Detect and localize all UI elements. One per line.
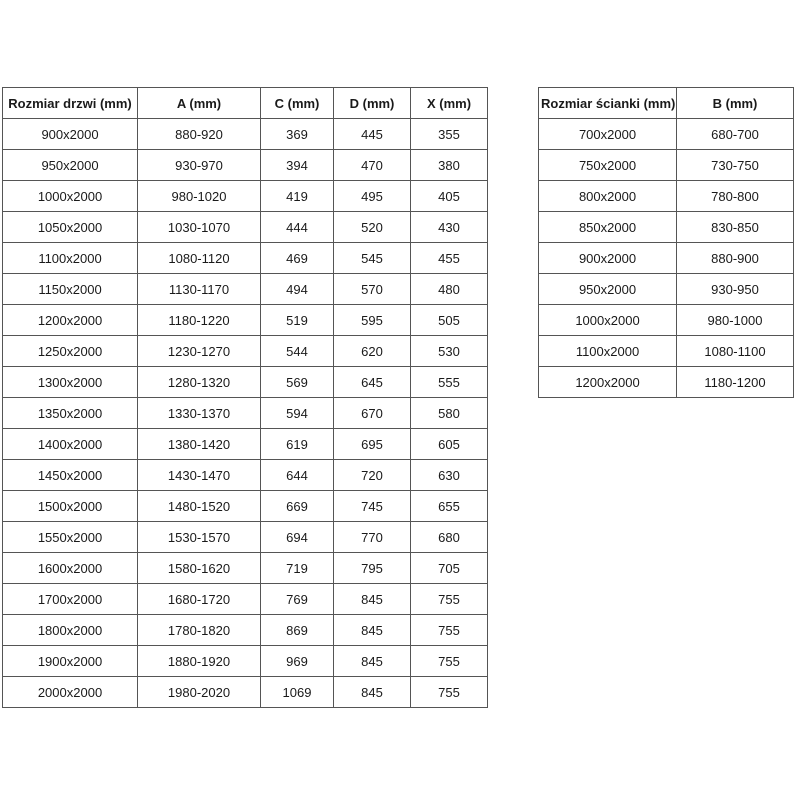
- table-row: [3, 646, 488, 677]
- table-cell: 800x2000: [539, 181, 677, 212]
- table-cell: 930-950: [677, 274, 794, 305]
- table-cell: 644: [261, 460, 334, 491]
- table-cell: 969: [261, 646, 334, 677]
- table-cell: 1200x2000: [3, 305, 138, 336]
- table-cell: 880-900: [677, 243, 794, 274]
- table-cell: 519: [261, 305, 334, 336]
- table-cell: 605: [411, 429, 488, 460]
- table-row: [539, 212, 794, 243]
- table-cell: 1069: [261, 677, 334, 708]
- table-cell: 1330-1370: [138, 398, 261, 429]
- table-row: [3, 553, 488, 584]
- table-cell: 1150x2000: [3, 274, 138, 305]
- table-row: [3, 336, 488, 367]
- column-header: A (mm): [138, 88, 261, 119]
- table-cell: 1680-1720: [138, 584, 261, 615]
- table-cell: 444: [261, 212, 334, 243]
- table-cell: 1080-1100: [677, 336, 794, 367]
- table-cell: 555: [411, 367, 488, 398]
- table-cell: 670: [334, 398, 411, 429]
- table-cell: 694: [261, 522, 334, 553]
- table-cell: 750x2000: [539, 150, 677, 181]
- table-cell: 620: [334, 336, 411, 367]
- table-cell: 845: [334, 584, 411, 615]
- table-cell: 369: [261, 119, 334, 150]
- table-row: [3, 274, 488, 305]
- table-cell: 1000x2000: [539, 305, 677, 336]
- table-cell: 1800x2000: [3, 615, 138, 646]
- table-cell: 1200x2000: [539, 367, 677, 398]
- table-cell: 900x2000: [3, 119, 138, 150]
- table-row: [3, 243, 488, 274]
- table-row: [539, 274, 794, 305]
- column-header: Rozmiar ścianki (mm): [539, 88, 677, 119]
- table-row: [3, 460, 488, 491]
- table-row: [3, 119, 488, 150]
- table-cell: 580: [411, 398, 488, 429]
- table-row: [539, 150, 794, 181]
- table-cell: 1580-1620: [138, 553, 261, 584]
- table-cell: 545: [334, 243, 411, 274]
- table-cell: 1500x2000: [3, 491, 138, 522]
- table-cell: 1400x2000: [3, 429, 138, 460]
- table-cell: 795: [334, 553, 411, 584]
- table-cell: 1180-1200: [677, 367, 794, 398]
- table-cell: 980-1000: [677, 305, 794, 336]
- table-row: [3, 305, 488, 336]
- table-row: [3, 367, 488, 398]
- table-cell: 630: [411, 460, 488, 491]
- table-cell: 769: [261, 584, 334, 615]
- table-row: [3, 522, 488, 553]
- table-cell: 1000x2000: [3, 181, 138, 212]
- table-cell: 1480-1520: [138, 491, 261, 522]
- table-row: [3, 429, 488, 460]
- table-cell: 845: [334, 646, 411, 677]
- table-cell: 755: [411, 615, 488, 646]
- table-cell: 494: [261, 274, 334, 305]
- table-cell: 1300x2000: [3, 367, 138, 398]
- table-cell: 594: [261, 398, 334, 429]
- table-cell: 645: [334, 367, 411, 398]
- table-cell: 1430-1470: [138, 460, 261, 491]
- table-cell: 480: [411, 274, 488, 305]
- table-row: [539, 181, 794, 212]
- table-cell: 1880-1920: [138, 646, 261, 677]
- table-cell: 355: [411, 119, 488, 150]
- table-row: [539, 243, 794, 274]
- table-cell: 1550x2000: [3, 522, 138, 553]
- table-cell: 1180-1220: [138, 305, 261, 336]
- table-cell: 419: [261, 181, 334, 212]
- table-cell: 695: [334, 429, 411, 460]
- table-row: [3, 615, 488, 646]
- table-cell: 1600x2000: [3, 553, 138, 584]
- table-cell: 1780-1820: [138, 615, 261, 646]
- table-cell: 1280-1320: [138, 367, 261, 398]
- table-cell: 930-970: [138, 150, 261, 181]
- table-cell: 619: [261, 429, 334, 460]
- table-cell: 755: [411, 646, 488, 677]
- door-size-table: [2, 87, 488, 708]
- table-cell: 705: [411, 553, 488, 584]
- table-cell: 405: [411, 181, 488, 212]
- table-cell: 520: [334, 212, 411, 243]
- table-cell: 755: [411, 677, 488, 708]
- table-cell: 1980-2020: [138, 677, 261, 708]
- table-cell: 669: [261, 491, 334, 522]
- table-cell: 880-920: [138, 119, 261, 150]
- table-cell: 530: [411, 336, 488, 367]
- column-header: Rozmiar drzwi (mm): [3, 88, 138, 119]
- table-cell: 1130-1170: [138, 274, 261, 305]
- table-cell: 1050x2000: [3, 212, 138, 243]
- table-cell: 830-850: [677, 212, 794, 243]
- table-cell: 380: [411, 150, 488, 181]
- table-cell: 655: [411, 491, 488, 522]
- table-cell: 730-750: [677, 150, 794, 181]
- table-cell: 1100x2000: [539, 336, 677, 367]
- table-row: [3, 150, 488, 181]
- table-cell: 1100x2000: [3, 243, 138, 274]
- table-row: [3, 491, 488, 522]
- table-cell: 1350x2000: [3, 398, 138, 429]
- table-row: [3, 677, 488, 708]
- column-header: C (mm): [261, 88, 334, 119]
- table-cell: 1530-1570: [138, 522, 261, 553]
- table-row: [539, 336, 794, 367]
- table-row: [3, 398, 488, 429]
- table-cell: 1080-1120: [138, 243, 261, 274]
- table-cell: 430: [411, 212, 488, 243]
- table-cell: 980-1020: [138, 181, 261, 212]
- table-row: [3, 181, 488, 212]
- wall-table-header-row: [539, 88, 794, 119]
- table-cell: 544: [261, 336, 334, 367]
- table-cell: 1450x2000: [3, 460, 138, 491]
- table-row: [539, 119, 794, 150]
- table-row: [539, 305, 794, 336]
- table-cell: 469: [261, 243, 334, 274]
- table-cell: 1900x2000: [3, 646, 138, 677]
- table-cell: 770: [334, 522, 411, 553]
- table-cell: 569: [261, 367, 334, 398]
- table-cell: 394: [261, 150, 334, 181]
- table-cell: 595: [334, 305, 411, 336]
- table-cell: 869: [261, 615, 334, 646]
- table-cell: 570: [334, 274, 411, 305]
- table-cell: 680: [411, 522, 488, 553]
- table-cell: 700x2000: [539, 119, 677, 150]
- column-header: D (mm): [334, 88, 411, 119]
- table-cell: 495: [334, 181, 411, 212]
- table-cell: 900x2000: [539, 243, 677, 274]
- table-cell: 445: [334, 119, 411, 150]
- table-cell: 470: [334, 150, 411, 181]
- table-cell: 755: [411, 584, 488, 615]
- column-header: X (mm): [411, 88, 488, 119]
- table-row: [3, 212, 488, 243]
- table-cell: 850x2000: [539, 212, 677, 243]
- table-cell: 950x2000: [3, 150, 138, 181]
- table-cell: 950x2000: [539, 274, 677, 305]
- door-table-header-row: [3, 88, 488, 119]
- table-cell: 780-800: [677, 181, 794, 212]
- table-cell: 2000x2000: [3, 677, 138, 708]
- table-cell: 1030-1070: [138, 212, 261, 243]
- table-cell: 745: [334, 491, 411, 522]
- table-cell: 719: [261, 553, 334, 584]
- table-cell: 720: [334, 460, 411, 491]
- table-row: [539, 367, 794, 398]
- table-cell: 680-700: [677, 119, 794, 150]
- table-cell: 505: [411, 305, 488, 336]
- table-row: [3, 584, 488, 615]
- table-cell: 455: [411, 243, 488, 274]
- table-cell: 1250x2000: [3, 336, 138, 367]
- table-cell: 845: [334, 677, 411, 708]
- column-header: B (mm): [677, 88, 794, 119]
- table-cell: 1700x2000: [3, 584, 138, 615]
- table-cell: 1230-1270: [138, 336, 261, 367]
- wall-size-table: [538, 87, 794, 398]
- table-cell: 845: [334, 615, 411, 646]
- table-cell: 1380-1420: [138, 429, 261, 460]
